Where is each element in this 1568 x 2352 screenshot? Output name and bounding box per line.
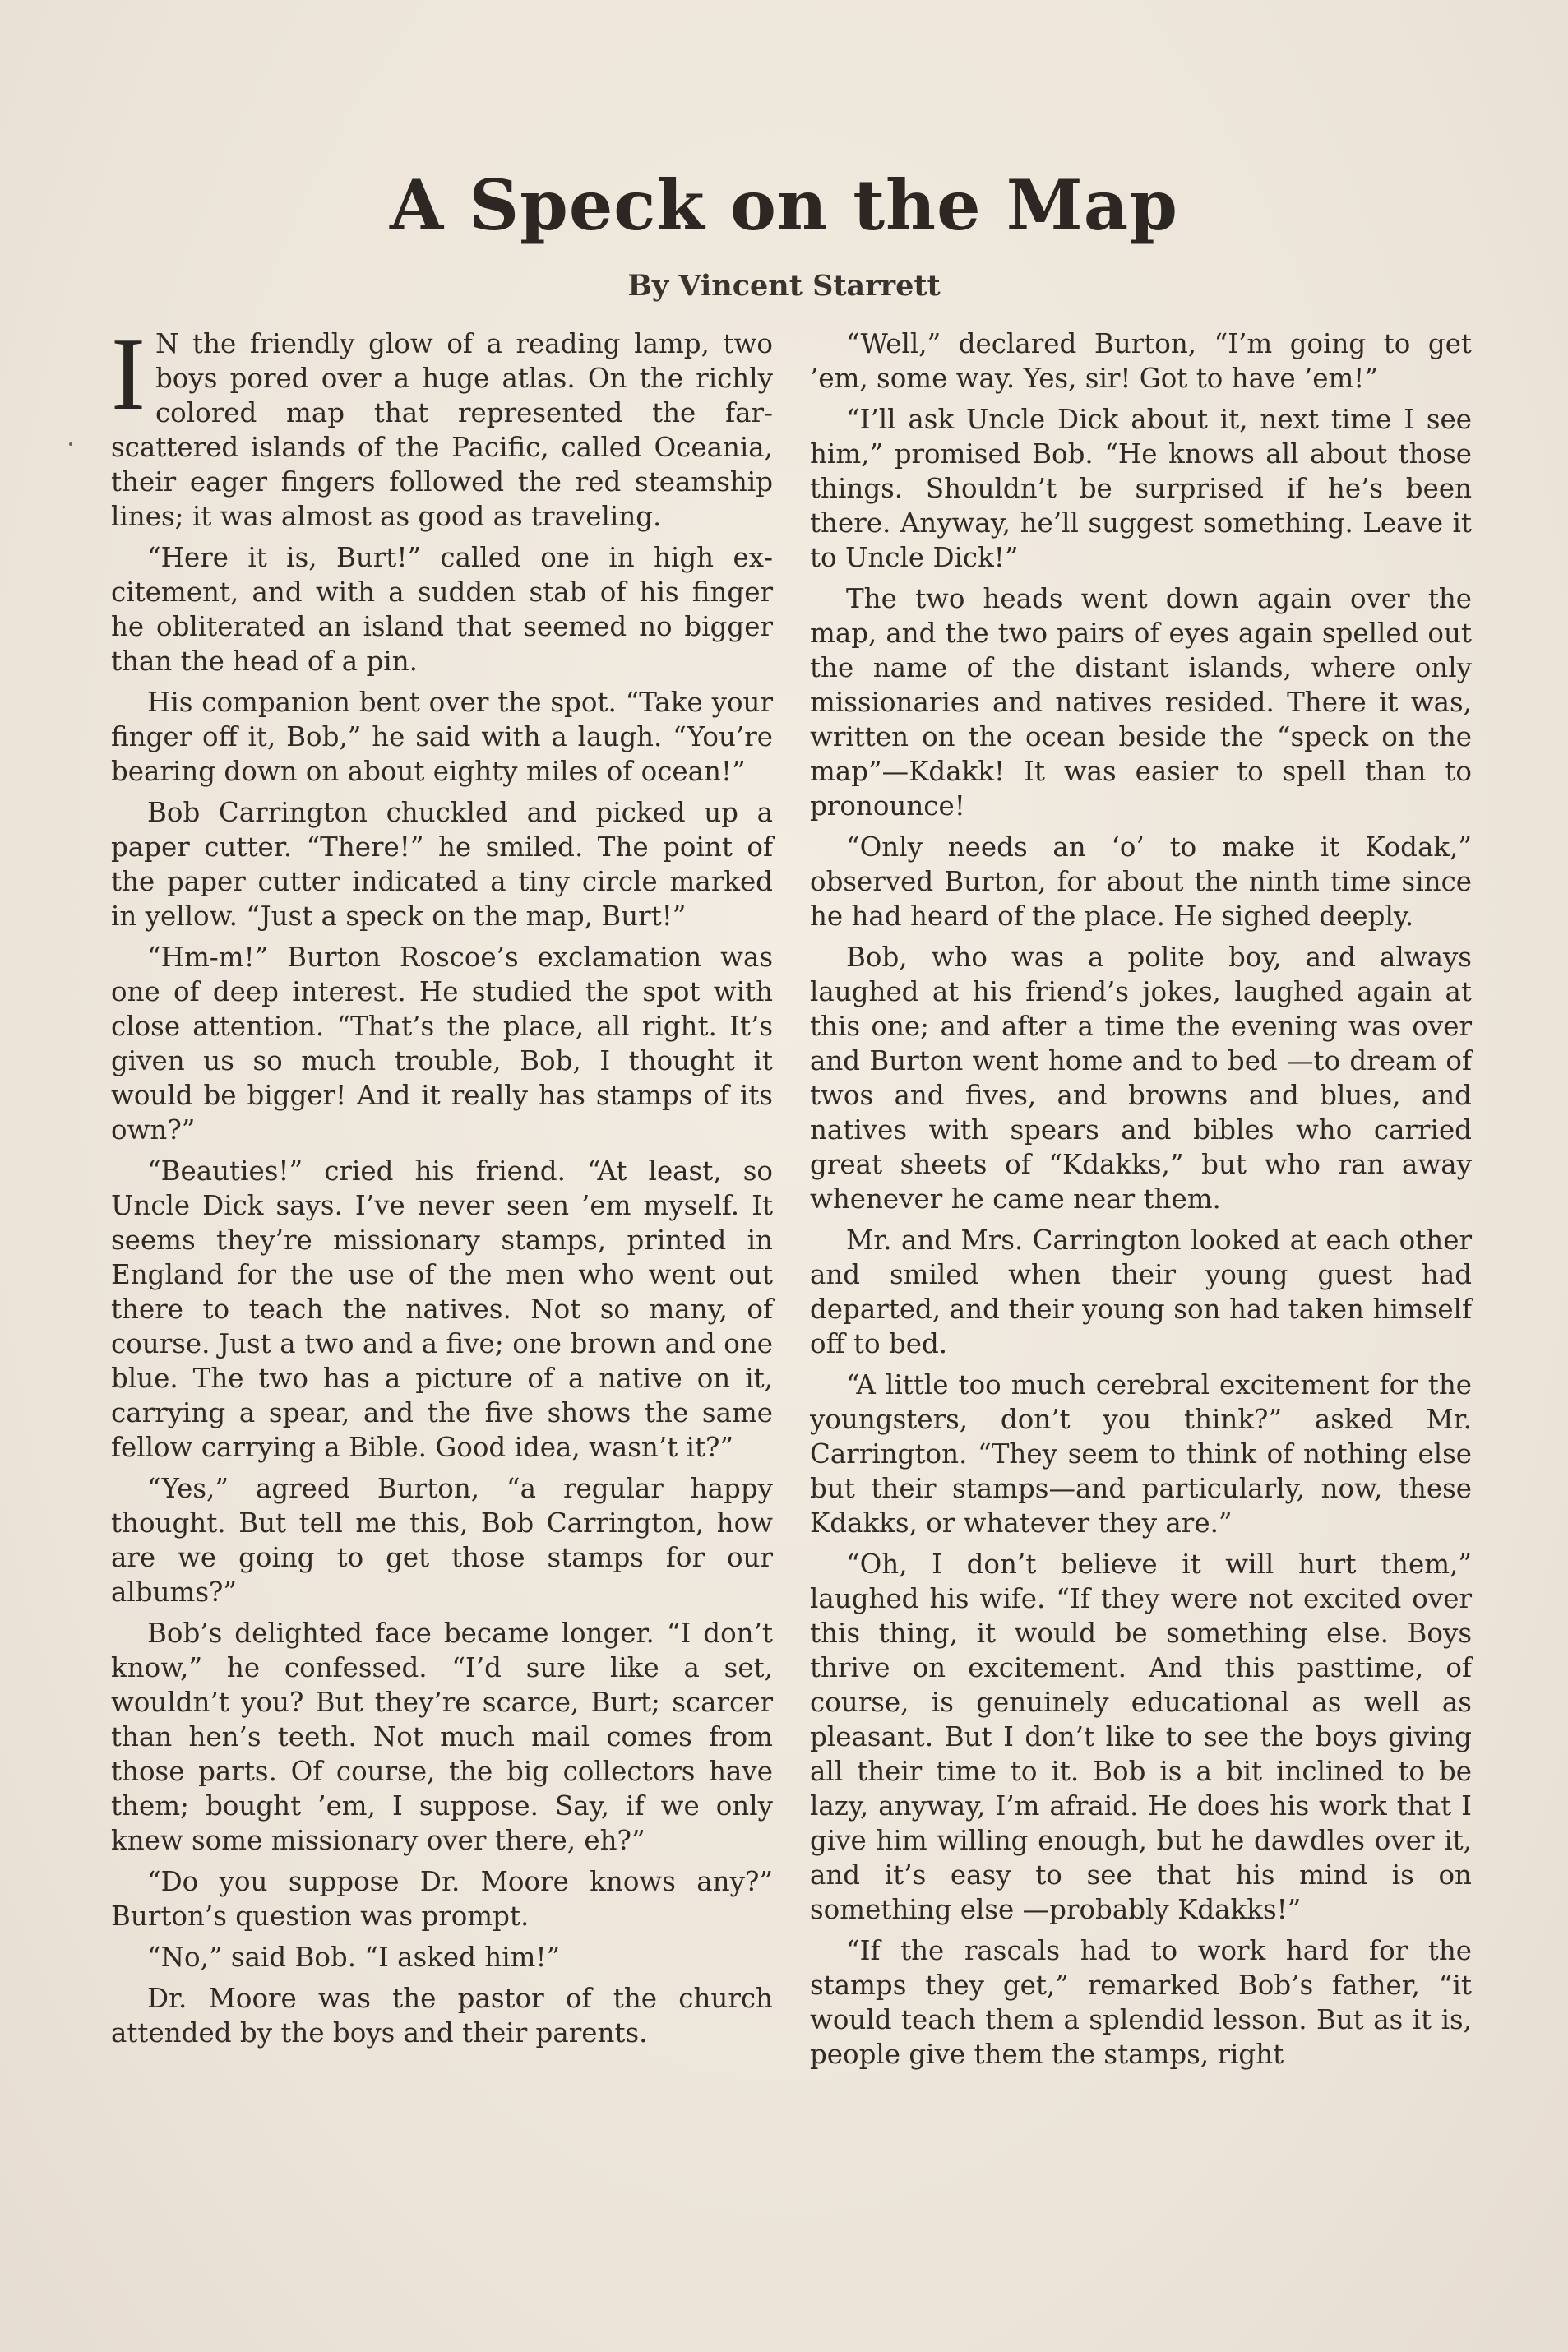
paragraph: “Well,” declared Burton, “I’m going to get ’em, some way. Yes, sir! Got to have ’em!” (810, 328, 1472, 394)
paragraph: “Only needs an ‘o’ to make it Kodak,” observed Burton, for about the ninth time since he had heard of the place. He sighed deeply. (810, 831, 1472, 932)
margin-speck (69, 442, 72, 446)
paragraph: “A little too much cerebral excitement for the youngsters, don’t you think?” asked Mr. Carrington. “They seem to think of nothing else but their stamps—and particularly, now, these Kdakks, or whatever they are.” (810, 1369, 1472, 1539)
left-column (111, 317, 773, 2057)
paragraph: “Do you suppose Dr. Moore knows any?” Burton’s question was prompt. (111, 1866, 773, 1932)
right-column (810, 326, 1472, 2078)
paragraph: “No,” said Bob. “I asked him!” (147, 1942, 561, 1973)
paragraph: “Hm-m!” Burton Roscoe’s exclamation was one of deep interest. He studied the spot with close attention. “That’s the place, all right. It’s given us so much trouble, Bob, I thought it would be bigger! And it really has stamps of its own?” (111, 942, 773, 1146)
paragraph: Mr. and Mrs. Carrington looked at each other and smiled when their young guest had departed, and their young son had taken himself off to bed. (810, 1225, 1472, 1359)
paragraph: “If the rascals had to work hard for the stamps they get,” remarked Bob’s father, “it would teach them a splendid lesson. But as it is, people give them the stamps, right (810, 1935, 1472, 2070)
paragraph: Bob, who was a polite boy, and always laughed at his friend’s jokes, laughed again at this one; and after a time the evening was over and Burton went home and to bed —to dream of twos and fives, and browns and blues, and natives with spears and bibles who carried great sheets of “Kdakks,” but who ran away whenever he came near them. (810, 942, 1472, 1215)
paragraph: “Oh, I don’t believe it will hurt them,” laughed his wife. “If they were not excited over this thing, it would be something else. Boys thrive on excitement. And this pasttime, of course, is genuinely educational as well as pleasant. But I don’t like to see the boys giving all their time to it. Bob is a bit inclined to be lazy, anyway, I’m afraid. He does his work that I give him willing enough, but he dawdles over it, and it’s easy to see that his mind is on something else —probably Kdakks!” (810, 1549, 1472, 1925)
paragraph: “Here it is, Burt!” called one in high excitement, and with a sudden stab of his finger he obliterated an island that seemed no bigger than the head of a pin. (111, 542, 773, 677)
paragraph: The two heads went down again over the map, and the two pairs of eyes again spelled out the name of the distant islands, where only missionaries and natives resided. There it was, written on the ocean beside the “speck on the map”—Kdakk! It was easier to spell than to pronounce! (810, 583, 1472, 822)
paragraph: “I’ll ask Uncle Dick about it, next time I see him,” promised Bob. “He knows all about those things. Shouldn’t be surprised if he’s been there. Anyway, he’ll suggest something. Leave it to Uncle Dick!” (810, 404, 1472, 573)
paragraph: Bob Carrington chuckled and picked up a paper cutter. “There!” he smiled. The point of the paper cutter indicated a tiny circle marked in yellow. “Just a speck on the map, Burt!” (111, 797, 773, 932)
drop-cap: I (111, 317, 146, 432)
paragraph: His companion bent over the spot. “Take your finger off it, Bob,” he said with a laugh. “You’re bearing down on about eighty miles of ocean!” (111, 687, 773, 787)
paragraph: Dr. Moore was the pastor of the church attended by the boys and their parents. (111, 1983, 773, 2049)
paragraph-text: N the friendly glow of a reading lamp, two boys pored over a huge atlas. On the richly colored map that represented the far-scattered islands of the Pacific, called Oceania, their eager fingers followed the red steamship lines; it was almost as good as traveling. (111, 328, 773, 532)
paragraph: “Beauties!” cried his friend. “At least, so Uncle Dick says. I’ve never seen ’em myself. It seems they’re missionary stamps, printed in England for the use of the men who went out there to teach the natives. Not so many, of course. Just a two and a five; one brown and one blue. The two has a picture of a native on it, carrying a spear, and the five shows the same fellow carrying a Bible. Good idea, wasn’t it?” (111, 1155, 773, 1463)
article-byline: By Vincent Starrett (627, 269, 941, 303)
paragraph (111, 317, 773, 534)
paragraph: “Yes,” agreed Burton, “a regular happy thought. But tell me this, Bob Carrington, how are we going to get those stamps for our albums?” (111, 1473, 773, 1608)
article-title: A Speck on the Map (390, 164, 1178, 246)
paragraph: Bob’s delighted face became longer. “I don’t know,” he confessed. “I’d sure like a set, wouldn’t you? But they’re scarce, Burt; scarcer than hen’s teeth. Not much mail comes from those parts. Of course, the big collectors have them; bought ’em, I suppose. Say, if we only knew some missionary over there, eh?” (111, 1618, 773, 1856)
